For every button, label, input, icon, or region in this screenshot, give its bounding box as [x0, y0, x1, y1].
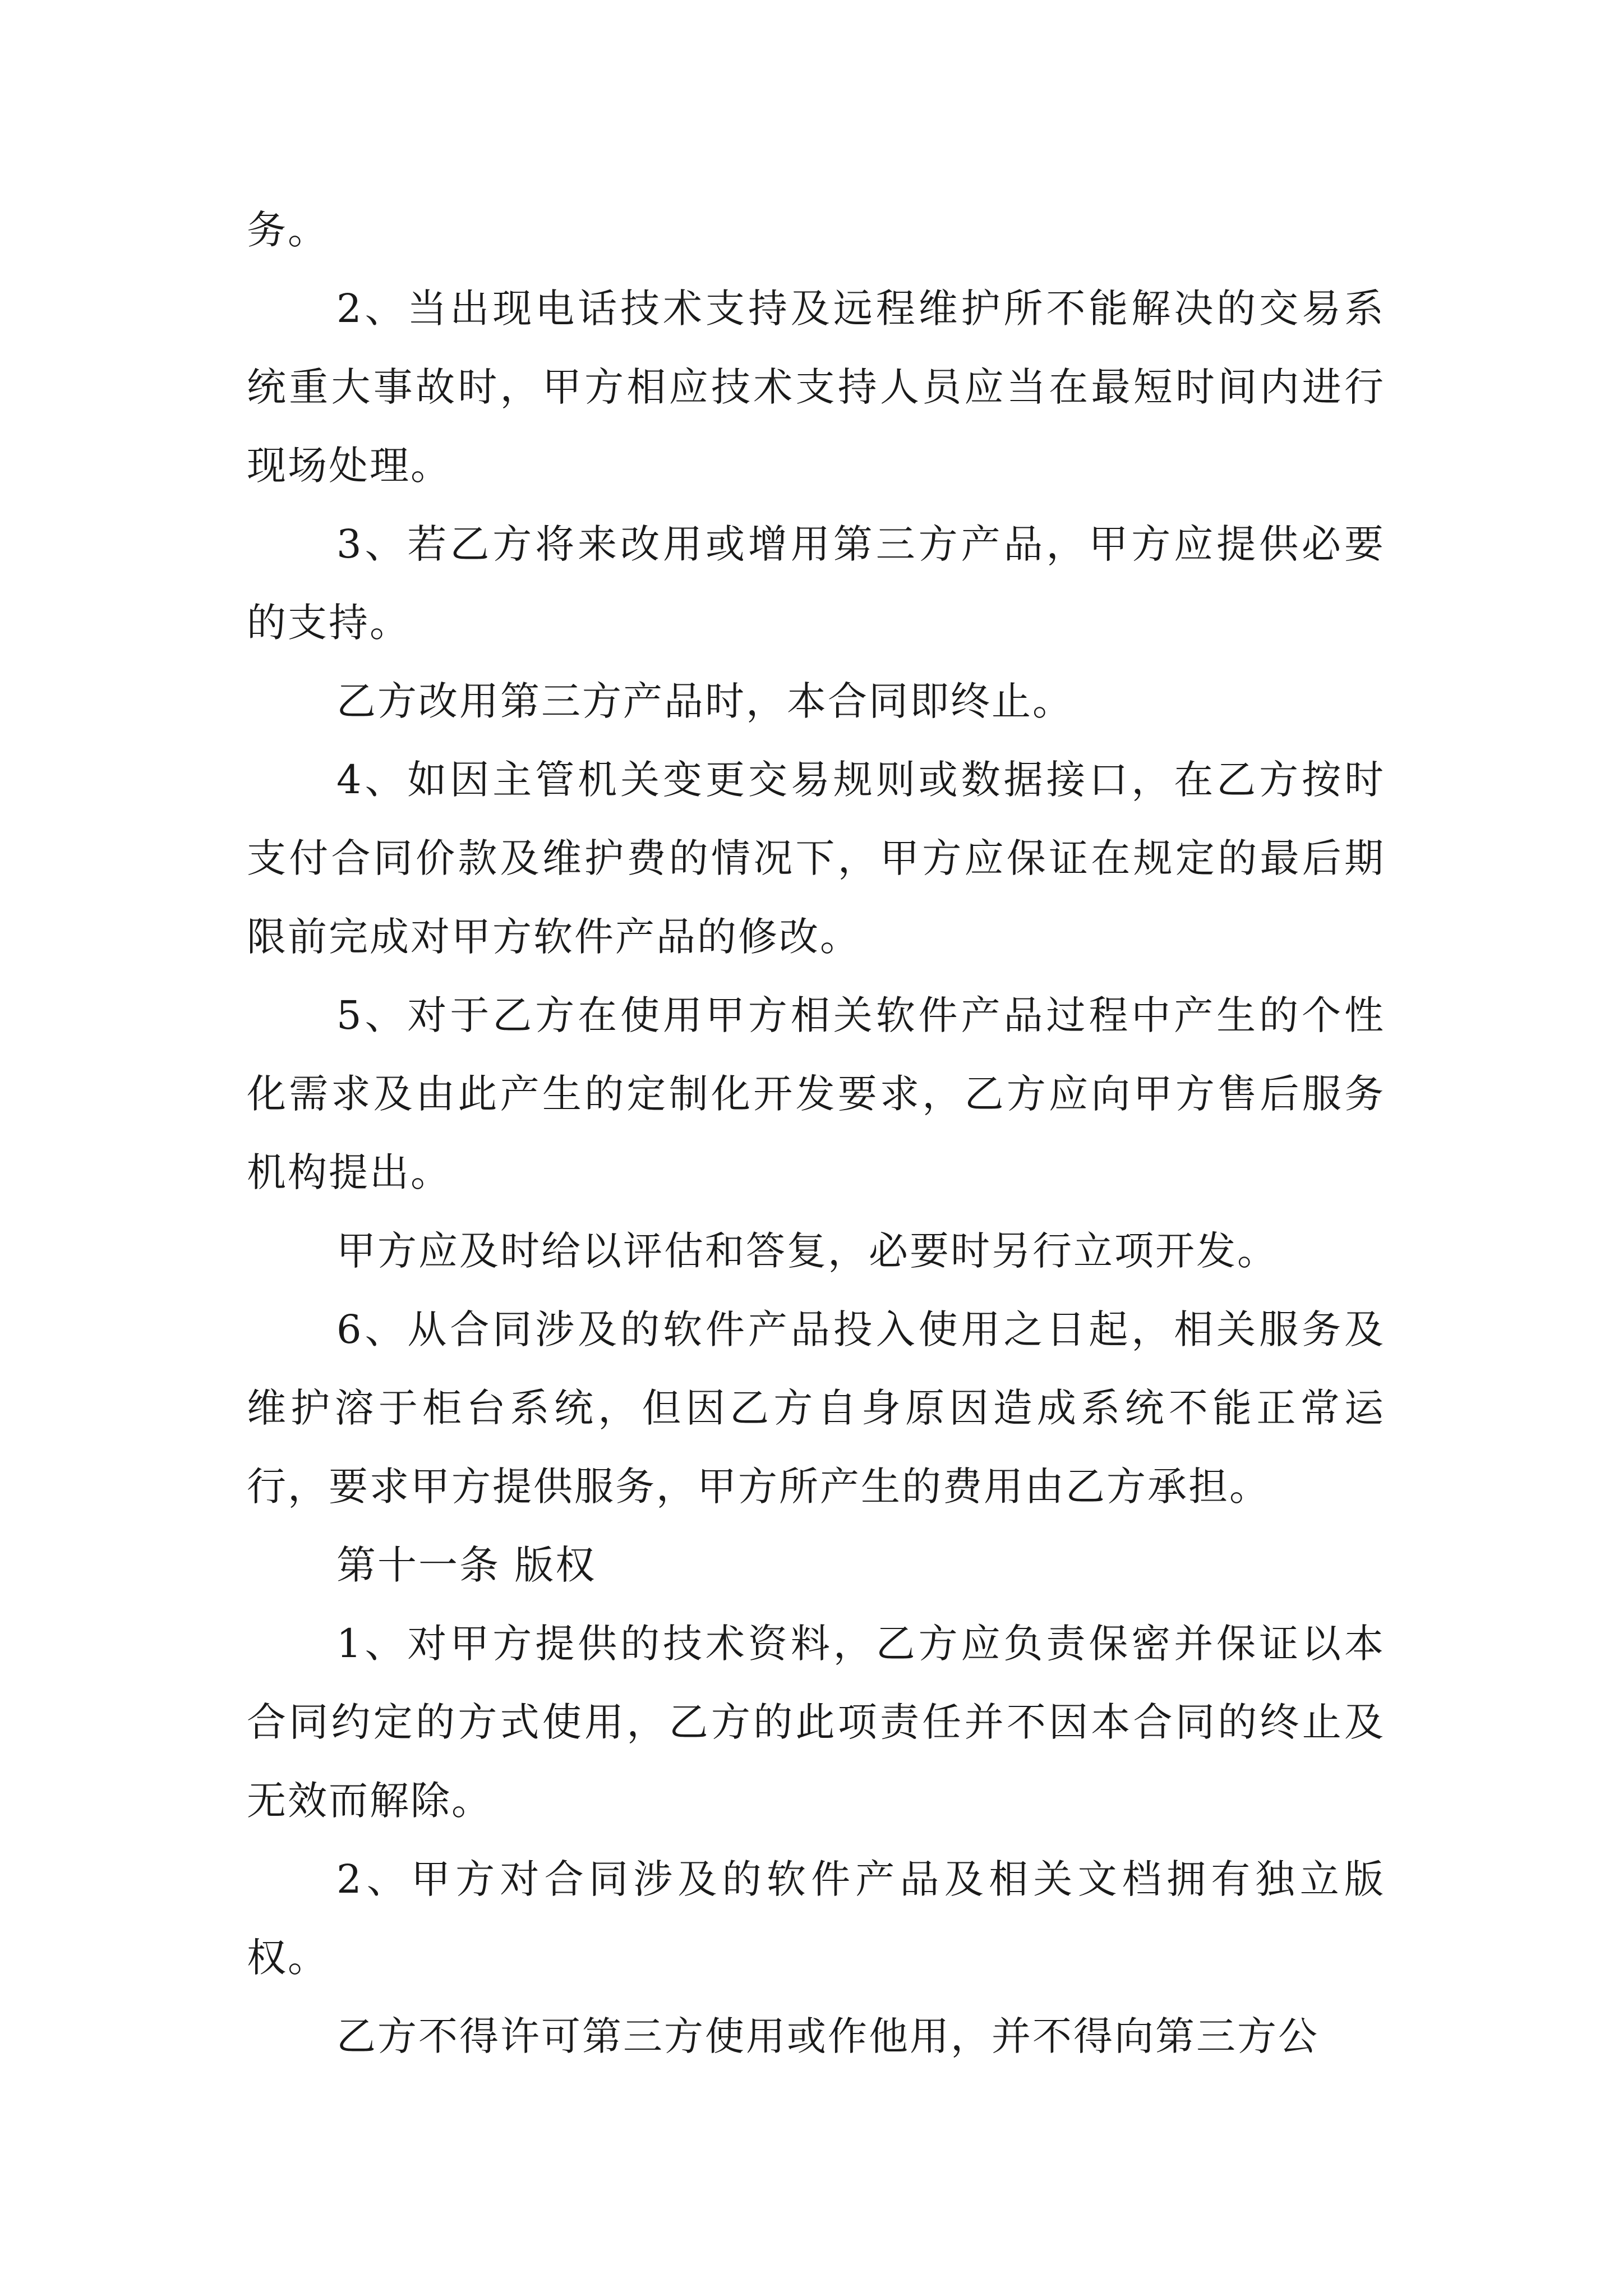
- section-heading-article-11: 第十一条 版权: [336, 1542, 597, 1588]
- paragraph-item-5: 5、对于乙方在使用甲方相关软件产品过程中产生的个性化需求及由此产生的定制化开发要求，乙方应向甲方售后服务机构提出。: [247, 992, 1385, 1195]
- paragraph-item-2: 2、当出现电话技术支持及远程维护所不能解决的交易系统重大事故时，甲方相应技术支持人员应当在最短时间内进行现场处理。: [247, 286, 1385, 489]
- paragraph-item-3: 3、若乙方将来改用或增用第三方产品，甲方应提供必要的支持。: [247, 521, 1385, 646]
- document-body: [247, 191, 1385, 2076]
- paragraph-copyright-item-2: 2、甲方对合同涉及的软件产品及相关文档拥有独立版权。: [247, 1856, 1385, 1981]
- paragraph-item-3-note: 乙方改用第三方产品时，本合同即终止。: [336, 678, 1073, 724]
- paragraph-item-6: 6、从合同涉及的软件产品投入使用之日起，相关服务及维护溶于柜台系统，但因乙方自身原因造成系统不能正常运行，要求甲方提供服务，甲方所产生的费用由乙方承担。: [247, 1306, 1385, 1510]
- paragraph-copyright-note: 乙方不得许可第三方使用或作他用，并不得向第三方公: [336, 2013, 1319, 2059]
- paragraph-item-4: 4、如因主管机关变更交易规则或数据接口，在乙方按时支付合同价款及维护费的情况下，甲方应保证在规定的最后期限前完成对甲方软件产品的修改。: [247, 757, 1385, 960]
- paragraph-continuation: 务。: [247, 207, 329, 253]
- paragraph-item-5-note: 甲方应及时给以评估和答复，必要时另行立项开发。: [336, 1228, 1278, 1274]
- paragraph-copyright-item-1: 1、对甲方提供的技术资料，乙方应负责保密并保证以本合同约定的方式使用，乙方的此项责任并不因本合同的终止及无效而解除。: [247, 1621, 1385, 1824]
